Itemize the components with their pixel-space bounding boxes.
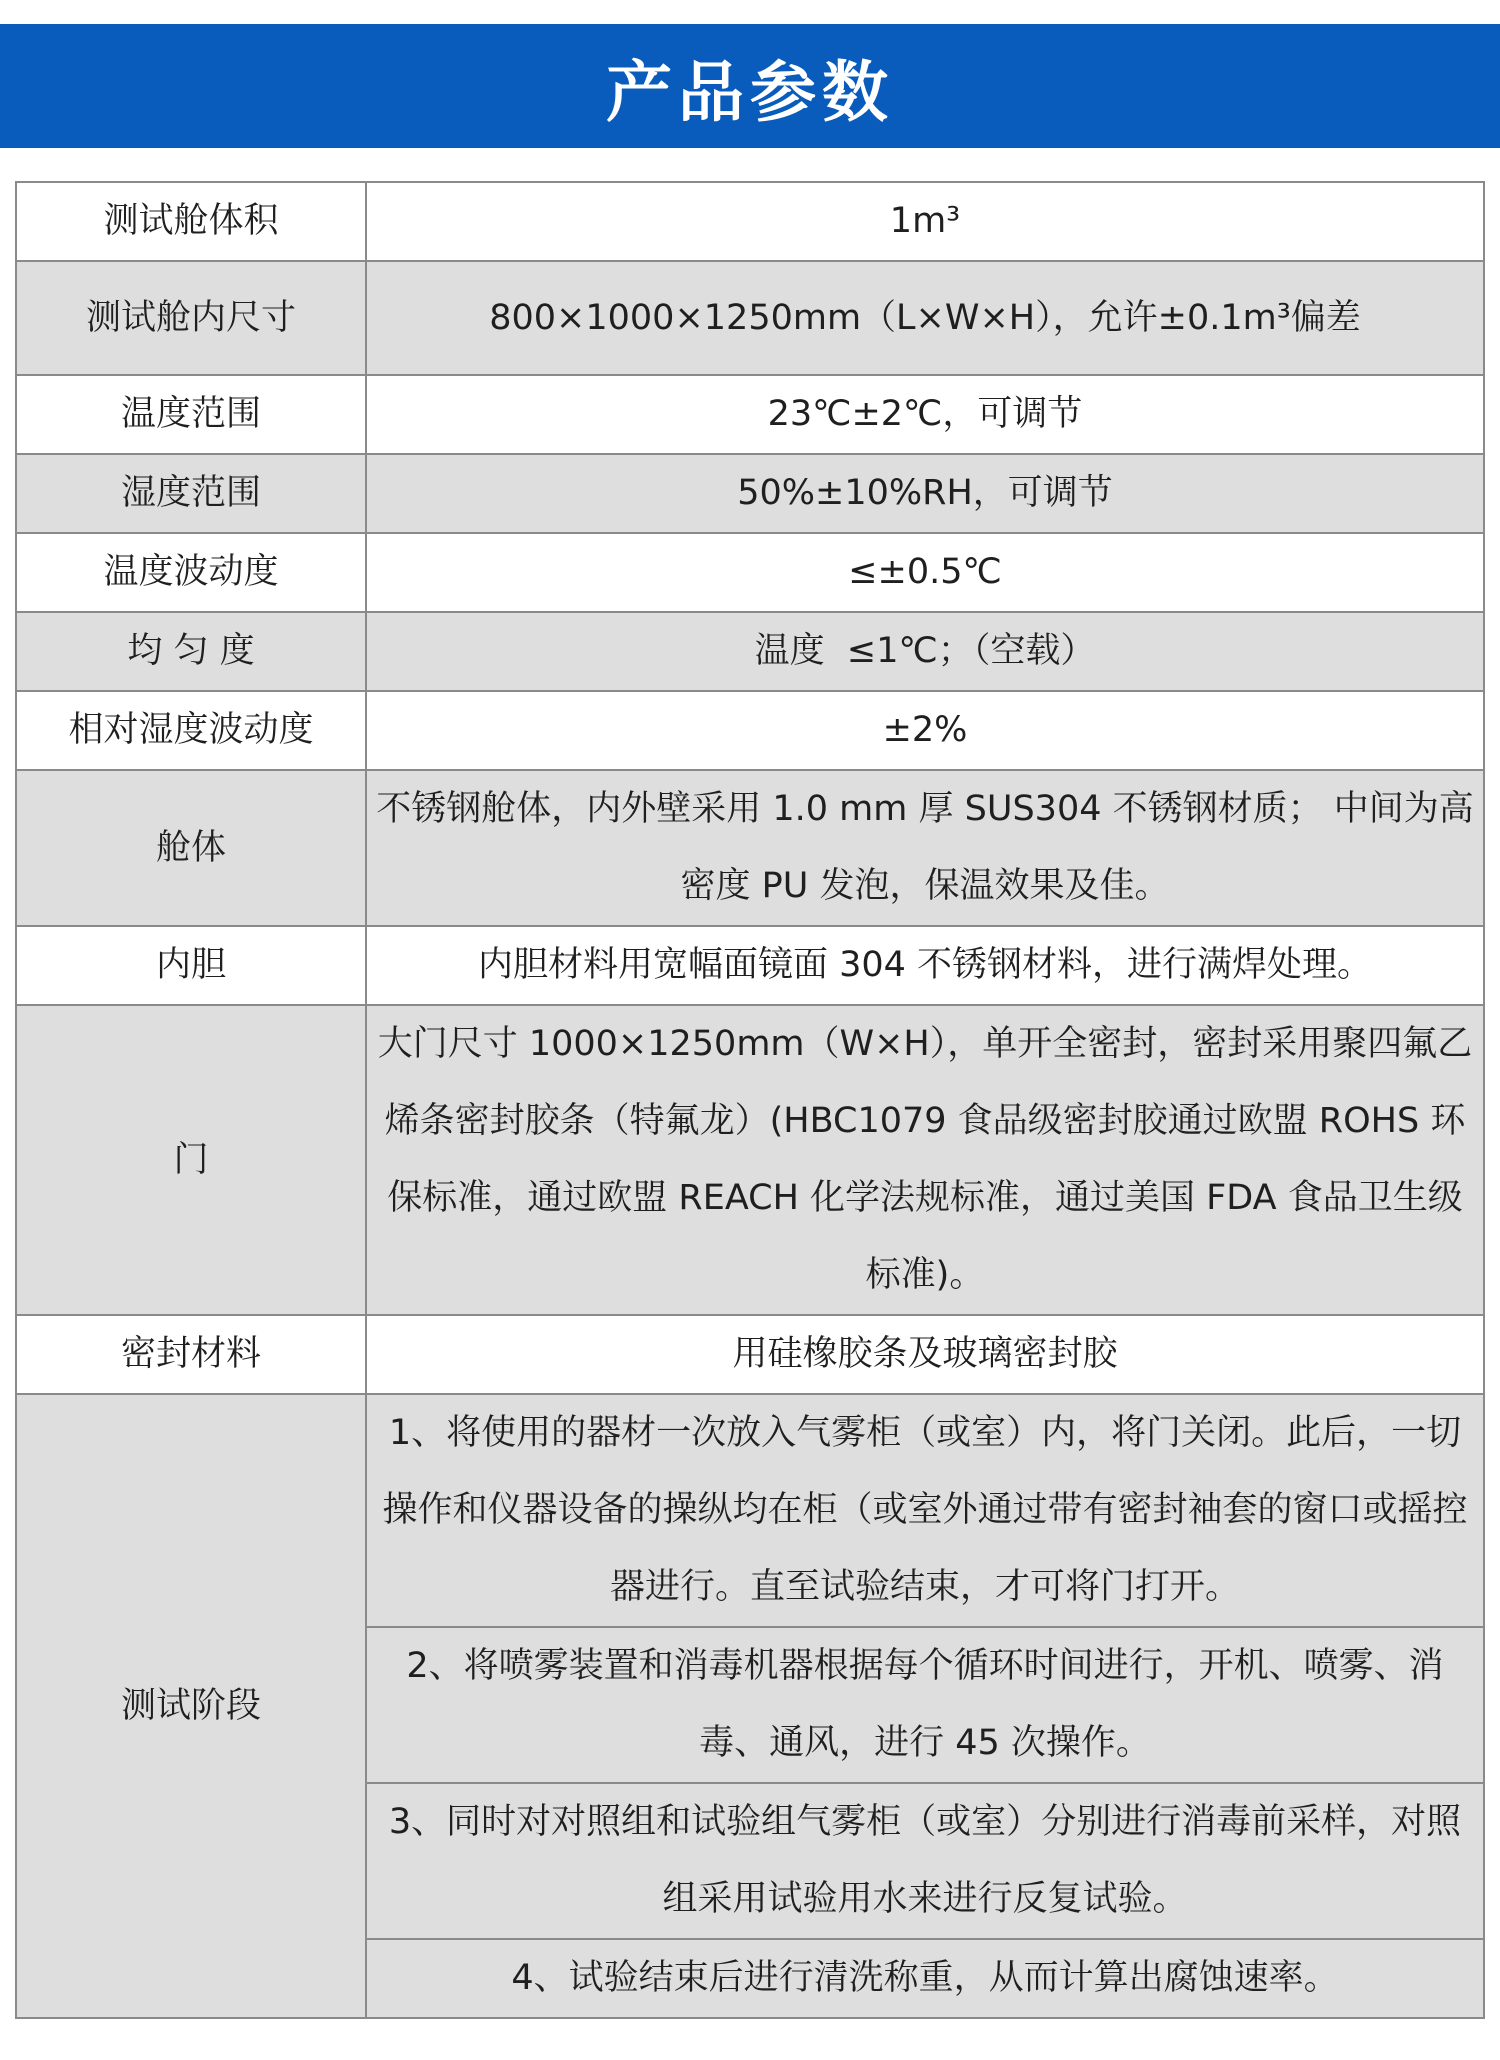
table-row <box>16 926 1484 1005</box>
row-label: 相对湿度波动度 <box>16 691 366 770</box>
table-row <box>16 261 1484 375</box>
row-label: 温度范围 <box>16 375 366 454</box>
page-title: 产品参数 <box>606 53 894 131</box>
row-label: 湿度范围 <box>16 454 366 533</box>
row-value: 内胆材料用宽幅面镜面 304 不锈钢材料，进行满焊处理。 <box>366 926 1484 1005</box>
row-value: 800×1000×1250mm（L×W×H），允许±0.1m³偏差 <box>366 261 1484 375</box>
table-row <box>16 1394 1484 1627</box>
row-label: 均 匀 度 <box>16 612 366 691</box>
row-label: 测试舱体积 <box>16 182 366 261</box>
stage-label: 测试阶段 <box>16 1394 366 2018</box>
row-label: 门 <box>16 1005 366 1315</box>
table-row <box>16 612 1484 691</box>
product-params-table <box>15 181 1485 2019</box>
table-row <box>16 691 1484 770</box>
row-value: ±2% <box>366 691 1484 770</box>
row-label: 内胆 <box>16 926 366 1005</box>
table-row <box>16 1315 1484 1394</box>
table-row <box>16 375 1484 454</box>
stage-step: 2、将喷雾装置和消毒机器根据每个循环时间进行，开机、喷雾、消毒、通风，进行 45 次操作。 <box>366 1627 1484 1783</box>
row-label: 密封材料 <box>16 1315 366 1394</box>
table-row <box>16 1005 1484 1315</box>
row-label: 温度波动度 <box>16 533 366 612</box>
row-value: 23℃±2℃，可调节 <box>366 375 1484 454</box>
row-label: 舱体 <box>16 770 366 926</box>
table-row <box>16 533 1484 612</box>
stage-step: 4、试验结束后进行清洗称重，从而计算出腐蚀速率。 <box>366 1939 1484 2018</box>
row-value: 大门尺寸 1000×1250mm（W×H），单开全密封，密封采用聚四氟乙烯条密封胶条（特氟龙）(HBC1079 食品级密封胶通过欧盟 ROHS 环保标准，通过欧盟 REACH 化学法规标准，通过美国 FDA 食品卫生级标准)。 <box>366 1005 1484 1315</box>
row-value: 50%±10%RH，可调节 <box>366 454 1484 533</box>
table-row <box>16 182 1484 261</box>
table-row <box>16 770 1484 926</box>
row-value: 用硅橡胶条及玻璃密封胶 <box>366 1315 1484 1394</box>
stage-step: 1、将使用的器材一次放入气雾柜（或室）内，将门关闭。此后，一切操作和仪器设备的操纵均在柜（或室外通过带有密封袖套的窗口或摇控器进行。直至试验结束，才可将门打开。 <box>366 1394 1484 1627</box>
row-label: 测试舱内尺寸 <box>16 261 366 375</box>
row-value: 不锈钢舱体，内外壁采用 1.0 mm 厚 SUS304 不锈钢材质； 中间为高密度 PU 发泡，保温效果及佳。 <box>366 770 1484 926</box>
row-value: ≤±0.5℃ <box>366 533 1484 612</box>
row-value: 温度 ≤1℃；（空载） <box>366 612 1484 691</box>
row-value: 1m³ <box>366 182 1484 261</box>
stage-step: 3、同时对对照组和试验组气雾柜（或室）分别进行消毒前采样，对照组采用试验用水来进行反复试验。 <box>366 1783 1484 1939</box>
table-row <box>16 454 1484 533</box>
header-banner <box>0 24 1500 148</box>
